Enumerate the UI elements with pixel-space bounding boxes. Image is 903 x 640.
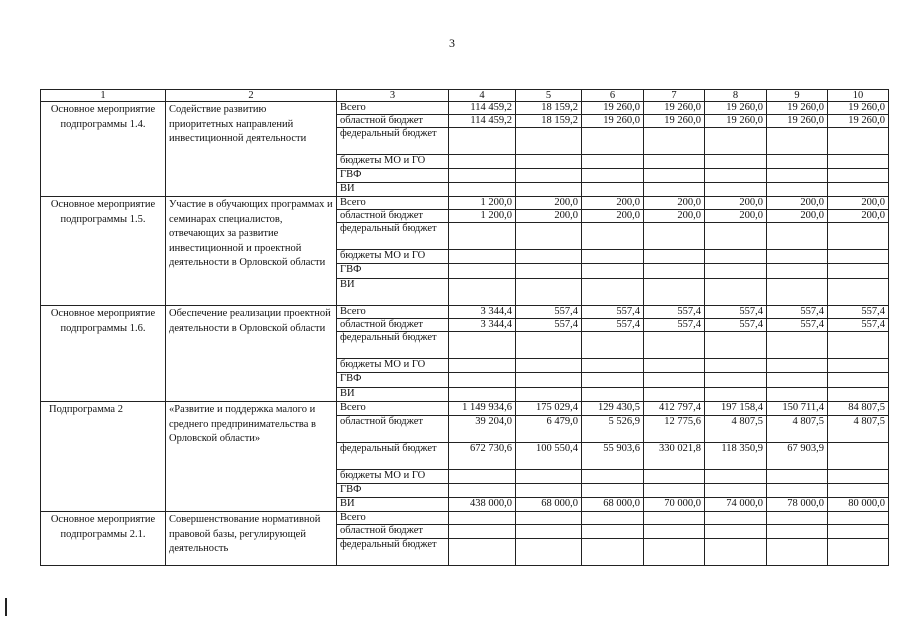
amount-cell (449, 169, 516, 183)
amount-cell: 18 159,2 (516, 115, 582, 128)
amount-cell (767, 525, 828, 539)
funding-source: бюджеты МО и ГО (337, 155, 449, 169)
amount-cell (767, 512, 828, 525)
amount-cell (644, 169, 705, 183)
amount-cell: 118 350,9 (705, 443, 767, 470)
funding-source: федеральный бюджет (337, 332, 449, 359)
amount-cell (516, 484, 582, 498)
funding-source: областной бюджет (337, 115, 449, 128)
amount-cell (582, 169, 644, 183)
amount-cell (828, 512, 889, 525)
amount-cell: 200,0 (705, 197, 767, 210)
amount-cell (644, 525, 705, 539)
amount-cell: 6 479,0 (516, 416, 582, 443)
amount-cell (828, 128, 889, 155)
amount-cell: 12 775,6 (644, 416, 705, 443)
amount-cell: 200,0 (767, 210, 828, 223)
amount-cell (449, 128, 516, 155)
amount-cell (516, 128, 582, 155)
funding-source: федеральный бюджет (337, 443, 449, 470)
amount-cell (644, 128, 705, 155)
funding-source: ВИ (337, 279, 449, 306)
funding-source: ГВФ (337, 484, 449, 498)
amount-cell (644, 470, 705, 484)
amount-cell (828, 264, 889, 279)
amount-cell (582, 155, 644, 169)
header-cell: 9 (767, 90, 828, 102)
amount-cell (582, 223, 644, 250)
amount-cell: 557,4 (516, 319, 582, 332)
amount-cell (705, 332, 767, 359)
amount-cell: 412 797,4 (644, 402, 705, 416)
measure-name: Основное мероприятие подпрограммы 1.4. (41, 102, 166, 197)
amount-cell (767, 183, 828, 197)
funding-source: ГВФ (337, 169, 449, 183)
amount-cell: 557,4 (767, 319, 828, 332)
funding-source: областной бюджет (337, 416, 449, 443)
amount-cell (644, 512, 705, 525)
amount-cell (767, 332, 828, 359)
amount-cell: 1 200,0 (449, 210, 516, 223)
amount-cell: 557,4 (705, 306, 767, 319)
amount-cell (828, 279, 889, 306)
amount-cell: 80 000,0 (828, 498, 889, 512)
amount-cell: 1 149 934,6 (449, 402, 516, 416)
header-row (41, 90, 889, 102)
amount-cell: 19 260,0 (767, 115, 828, 128)
amount-cell: 19 260,0 (644, 102, 705, 115)
amount-cell (705, 388, 767, 402)
amount-cell: 18 159,2 (516, 102, 582, 115)
amount-cell (449, 512, 516, 525)
measure-name: Основное мероприятие подпрограммы 1.6. (41, 306, 166, 402)
amount-cell: 557,4 (582, 319, 644, 332)
funding-source: ВИ (337, 498, 449, 512)
header-cell: 5 (516, 90, 582, 102)
amount-cell (828, 183, 889, 197)
amount-cell (449, 388, 516, 402)
amount-cell (644, 183, 705, 197)
funding-source: федеральный бюджет (337, 128, 449, 155)
amount-cell (449, 250, 516, 264)
amount-cell: 19 260,0 (828, 102, 889, 115)
amount-cell (516, 264, 582, 279)
amount-cell (516, 183, 582, 197)
amount-cell (644, 155, 705, 169)
amount-cell: 557,4 (705, 319, 767, 332)
funding-source: областной бюджет (337, 210, 449, 223)
amount-cell: 200,0 (516, 197, 582, 210)
amount-cell (516, 512, 582, 525)
amount-cell (449, 484, 516, 498)
amount-cell (767, 250, 828, 264)
amount-cell: 438 000,0 (449, 498, 516, 512)
amount-cell (449, 155, 516, 169)
amount-cell (582, 539, 644, 566)
amount-cell (828, 484, 889, 498)
header-cell: 2 (166, 90, 337, 102)
amount-cell (828, 388, 889, 402)
measure-description: Участие в обучающих программах и семинарах специалистов, отвечающих за развитие инвестиционной и проектной деятельности в Орловской области (166, 197, 337, 306)
amount-cell (449, 223, 516, 250)
amount-cell (705, 525, 767, 539)
amount-cell (449, 183, 516, 197)
amount-cell (516, 279, 582, 306)
amount-cell (582, 525, 644, 539)
amount-cell (582, 470, 644, 484)
amount-cell (705, 223, 767, 250)
amount-cell (705, 155, 767, 169)
amount-cell (516, 155, 582, 169)
amount-cell: 68 000,0 (516, 498, 582, 512)
amount-cell: 557,4 (828, 319, 889, 332)
amount-cell (582, 484, 644, 498)
amount-cell (449, 332, 516, 359)
amount-cell: 557,4 (828, 306, 889, 319)
amount-cell (449, 525, 516, 539)
amount-cell (582, 264, 644, 279)
funding-source: Всего (337, 402, 449, 416)
amount-cell: 557,4 (767, 306, 828, 319)
amount-cell: 114 459,2 (449, 115, 516, 128)
amount-cell: 200,0 (828, 210, 889, 223)
header-cell: 7 (644, 90, 705, 102)
amount-cell: 4 807,5 (767, 416, 828, 443)
header-cell: 4 (449, 90, 516, 102)
amount-cell: 19 260,0 (705, 115, 767, 128)
amount-cell (767, 388, 828, 402)
amount-cell: 150 711,4 (767, 402, 828, 416)
amount-cell (705, 359, 767, 373)
header-cell: 8 (705, 90, 767, 102)
amount-cell: 200,0 (516, 210, 582, 223)
amount-cell: 19 260,0 (582, 102, 644, 115)
funding-source: ВИ (337, 183, 449, 197)
amount-cell (828, 470, 889, 484)
header-cell: 1 (41, 90, 166, 102)
amount-cell (582, 388, 644, 402)
amount-cell: 557,4 (644, 306, 705, 319)
amount-cell (705, 183, 767, 197)
amount-cell: 19 260,0 (705, 102, 767, 115)
amount-cell (449, 539, 516, 566)
measure-description: «Развитие и поддержка малого и среднего предпринимательства в Орловской области» (166, 402, 337, 512)
amount-cell: 200,0 (767, 197, 828, 210)
amount-cell: 19 260,0 (828, 115, 889, 128)
amount-cell: 557,4 (516, 306, 582, 319)
amount-cell (582, 128, 644, 155)
amount-cell (705, 128, 767, 155)
measure-description: Совершенствование нормативной правовой базы, регулирующей деятельность (166, 512, 337, 566)
amount-cell: 70 000,0 (644, 498, 705, 512)
amount-cell: 672 730,6 (449, 443, 516, 470)
amount-cell (828, 332, 889, 359)
amount-cell: 200,0 (644, 210, 705, 223)
table-row (41, 102, 889, 115)
funding-source: бюджеты МО и ГО (337, 470, 449, 484)
amount-cell (449, 470, 516, 484)
amount-cell (767, 470, 828, 484)
funding-source: областной бюджет (337, 525, 449, 539)
amount-cell: 3 344,4 (449, 319, 516, 332)
funding-source: бюджеты МО и ГО (337, 359, 449, 373)
table-row (41, 306, 889, 319)
amount-cell (705, 264, 767, 279)
amount-cell (828, 539, 889, 566)
amount-cell: 68 000,0 (582, 498, 644, 512)
amount-cell (516, 539, 582, 566)
measure-name: Основное мероприятие подпрограммы 1.5. (41, 197, 166, 306)
measure-description: Обеспечение реализации проектной деятельности в Орловской области (166, 306, 337, 402)
amount-cell: 100 550,4 (516, 443, 582, 470)
table-row (41, 402, 889, 416)
amount-cell (644, 484, 705, 498)
amount-cell (516, 359, 582, 373)
amount-cell (644, 359, 705, 373)
amount-cell (828, 373, 889, 388)
amount-cell: 67 903,9 (767, 443, 828, 470)
funding-source: ВИ (337, 388, 449, 402)
amount-cell (705, 373, 767, 388)
amount-cell (828, 525, 889, 539)
amount-cell (767, 279, 828, 306)
amount-cell: 129 430,5 (582, 402, 644, 416)
amount-cell (516, 250, 582, 264)
funding-source: федеральный бюджет (337, 539, 449, 566)
amount-cell: 78 000,0 (767, 498, 828, 512)
amount-cell (828, 359, 889, 373)
amount-cell (516, 525, 582, 539)
header-cell: 6 (582, 90, 644, 102)
amount-cell: 1 200,0 (449, 197, 516, 210)
table-row (41, 512, 889, 525)
amount-cell (767, 169, 828, 183)
amount-cell: 200,0 (582, 197, 644, 210)
budget-table (40, 89, 889, 566)
funding-source: Всего (337, 512, 449, 525)
amount-cell (767, 264, 828, 279)
amount-cell: 3 344,4 (449, 306, 516, 319)
amount-cell (828, 250, 889, 264)
amount-cell (582, 250, 644, 264)
funding-source: Всего (337, 306, 449, 319)
amount-cell (449, 264, 516, 279)
amount-cell (644, 223, 705, 250)
amount-cell: 19 260,0 (644, 115, 705, 128)
amount-cell: 330 021,8 (644, 443, 705, 470)
amount-cell (828, 155, 889, 169)
amount-cell (705, 470, 767, 484)
amount-cell (582, 359, 644, 373)
amount-cell (767, 155, 828, 169)
measure-name: Подпрограмма 2 (41, 402, 166, 512)
amount-cell: 175 029,4 (516, 402, 582, 416)
amount-cell (516, 223, 582, 250)
amount-cell: 200,0 (705, 210, 767, 223)
amount-cell: 197 158,4 (705, 402, 767, 416)
amount-cell (705, 484, 767, 498)
amount-cell: 200,0 (582, 210, 644, 223)
amount-cell (582, 512, 644, 525)
amount-cell: 4 807,5 (705, 416, 767, 443)
amount-cell: 557,4 (582, 306, 644, 319)
funding-source: бюджеты МО и ГО (337, 250, 449, 264)
amount-cell (767, 128, 828, 155)
amount-cell: 5 526,9 (582, 416, 644, 443)
amount-cell: 74 000,0 (705, 498, 767, 512)
amount-cell (705, 250, 767, 264)
amount-cell (705, 512, 767, 525)
amount-cell (644, 279, 705, 306)
amount-cell: 200,0 (644, 197, 705, 210)
amount-cell (449, 373, 516, 388)
page-number: 3 (449, 36, 455, 50)
table-row (41, 197, 889, 210)
amount-cell (582, 373, 644, 388)
amount-cell (582, 183, 644, 197)
header-cell: 10 (828, 90, 889, 102)
amount-cell: 557,4 (644, 319, 705, 332)
amount-cell: 4 807,5 (828, 416, 889, 443)
table-body (41, 102, 889, 566)
amount-cell (767, 484, 828, 498)
amount-cell (705, 279, 767, 306)
amount-cell (828, 169, 889, 183)
amount-cell (582, 279, 644, 306)
amount-cell: 200,0 (828, 197, 889, 210)
amount-cell (449, 359, 516, 373)
amount-cell (705, 539, 767, 566)
amount-cell (644, 332, 705, 359)
amount-cell (705, 169, 767, 183)
amount-cell (516, 332, 582, 359)
funding-source: Всего (337, 197, 449, 210)
amount-cell (644, 388, 705, 402)
amount-cell (767, 359, 828, 373)
funding-source: Всего (337, 102, 449, 115)
amount-cell: 19 260,0 (582, 115, 644, 128)
amount-cell (516, 470, 582, 484)
funding-source: ГВФ (337, 264, 449, 279)
amount-cell: 114 459,2 (449, 102, 516, 115)
amount-cell (449, 279, 516, 306)
amount-cell (644, 250, 705, 264)
amount-cell (516, 169, 582, 183)
amount-cell (828, 443, 889, 470)
amount-cell (767, 223, 828, 250)
header-cell: 3 (337, 90, 449, 102)
amount-cell (767, 373, 828, 388)
amount-cell (516, 388, 582, 402)
measure-name: Основное мероприятие подпрограммы 2.1. (41, 512, 166, 566)
amount-cell (644, 373, 705, 388)
amount-cell: 84 807,5 (828, 402, 889, 416)
funding-source: областной бюджет (337, 319, 449, 332)
amount-cell (516, 373, 582, 388)
amount-cell (582, 332, 644, 359)
funding-source: федеральный бюджет (337, 223, 449, 250)
amount-cell (767, 539, 828, 566)
amount-cell (644, 264, 705, 279)
measure-description: Содействие развитию приоритетных направлений инвестиционной деятельности (166, 102, 337, 197)
amount-cell: 19 260,0 (767, 102, 828, 115)
amount-cell (828, 223, 889, 250)
amount-cell: 55 903,6 (582, 443, 644, 470)
amount-cell (644, 539, 705, 566)
margin-mark (5, 598, 7, 616)
funding-source: ГВФ (337, 373, 449, 388)
amount-cell: 39 204,0 (449, 416, 516, 443)
